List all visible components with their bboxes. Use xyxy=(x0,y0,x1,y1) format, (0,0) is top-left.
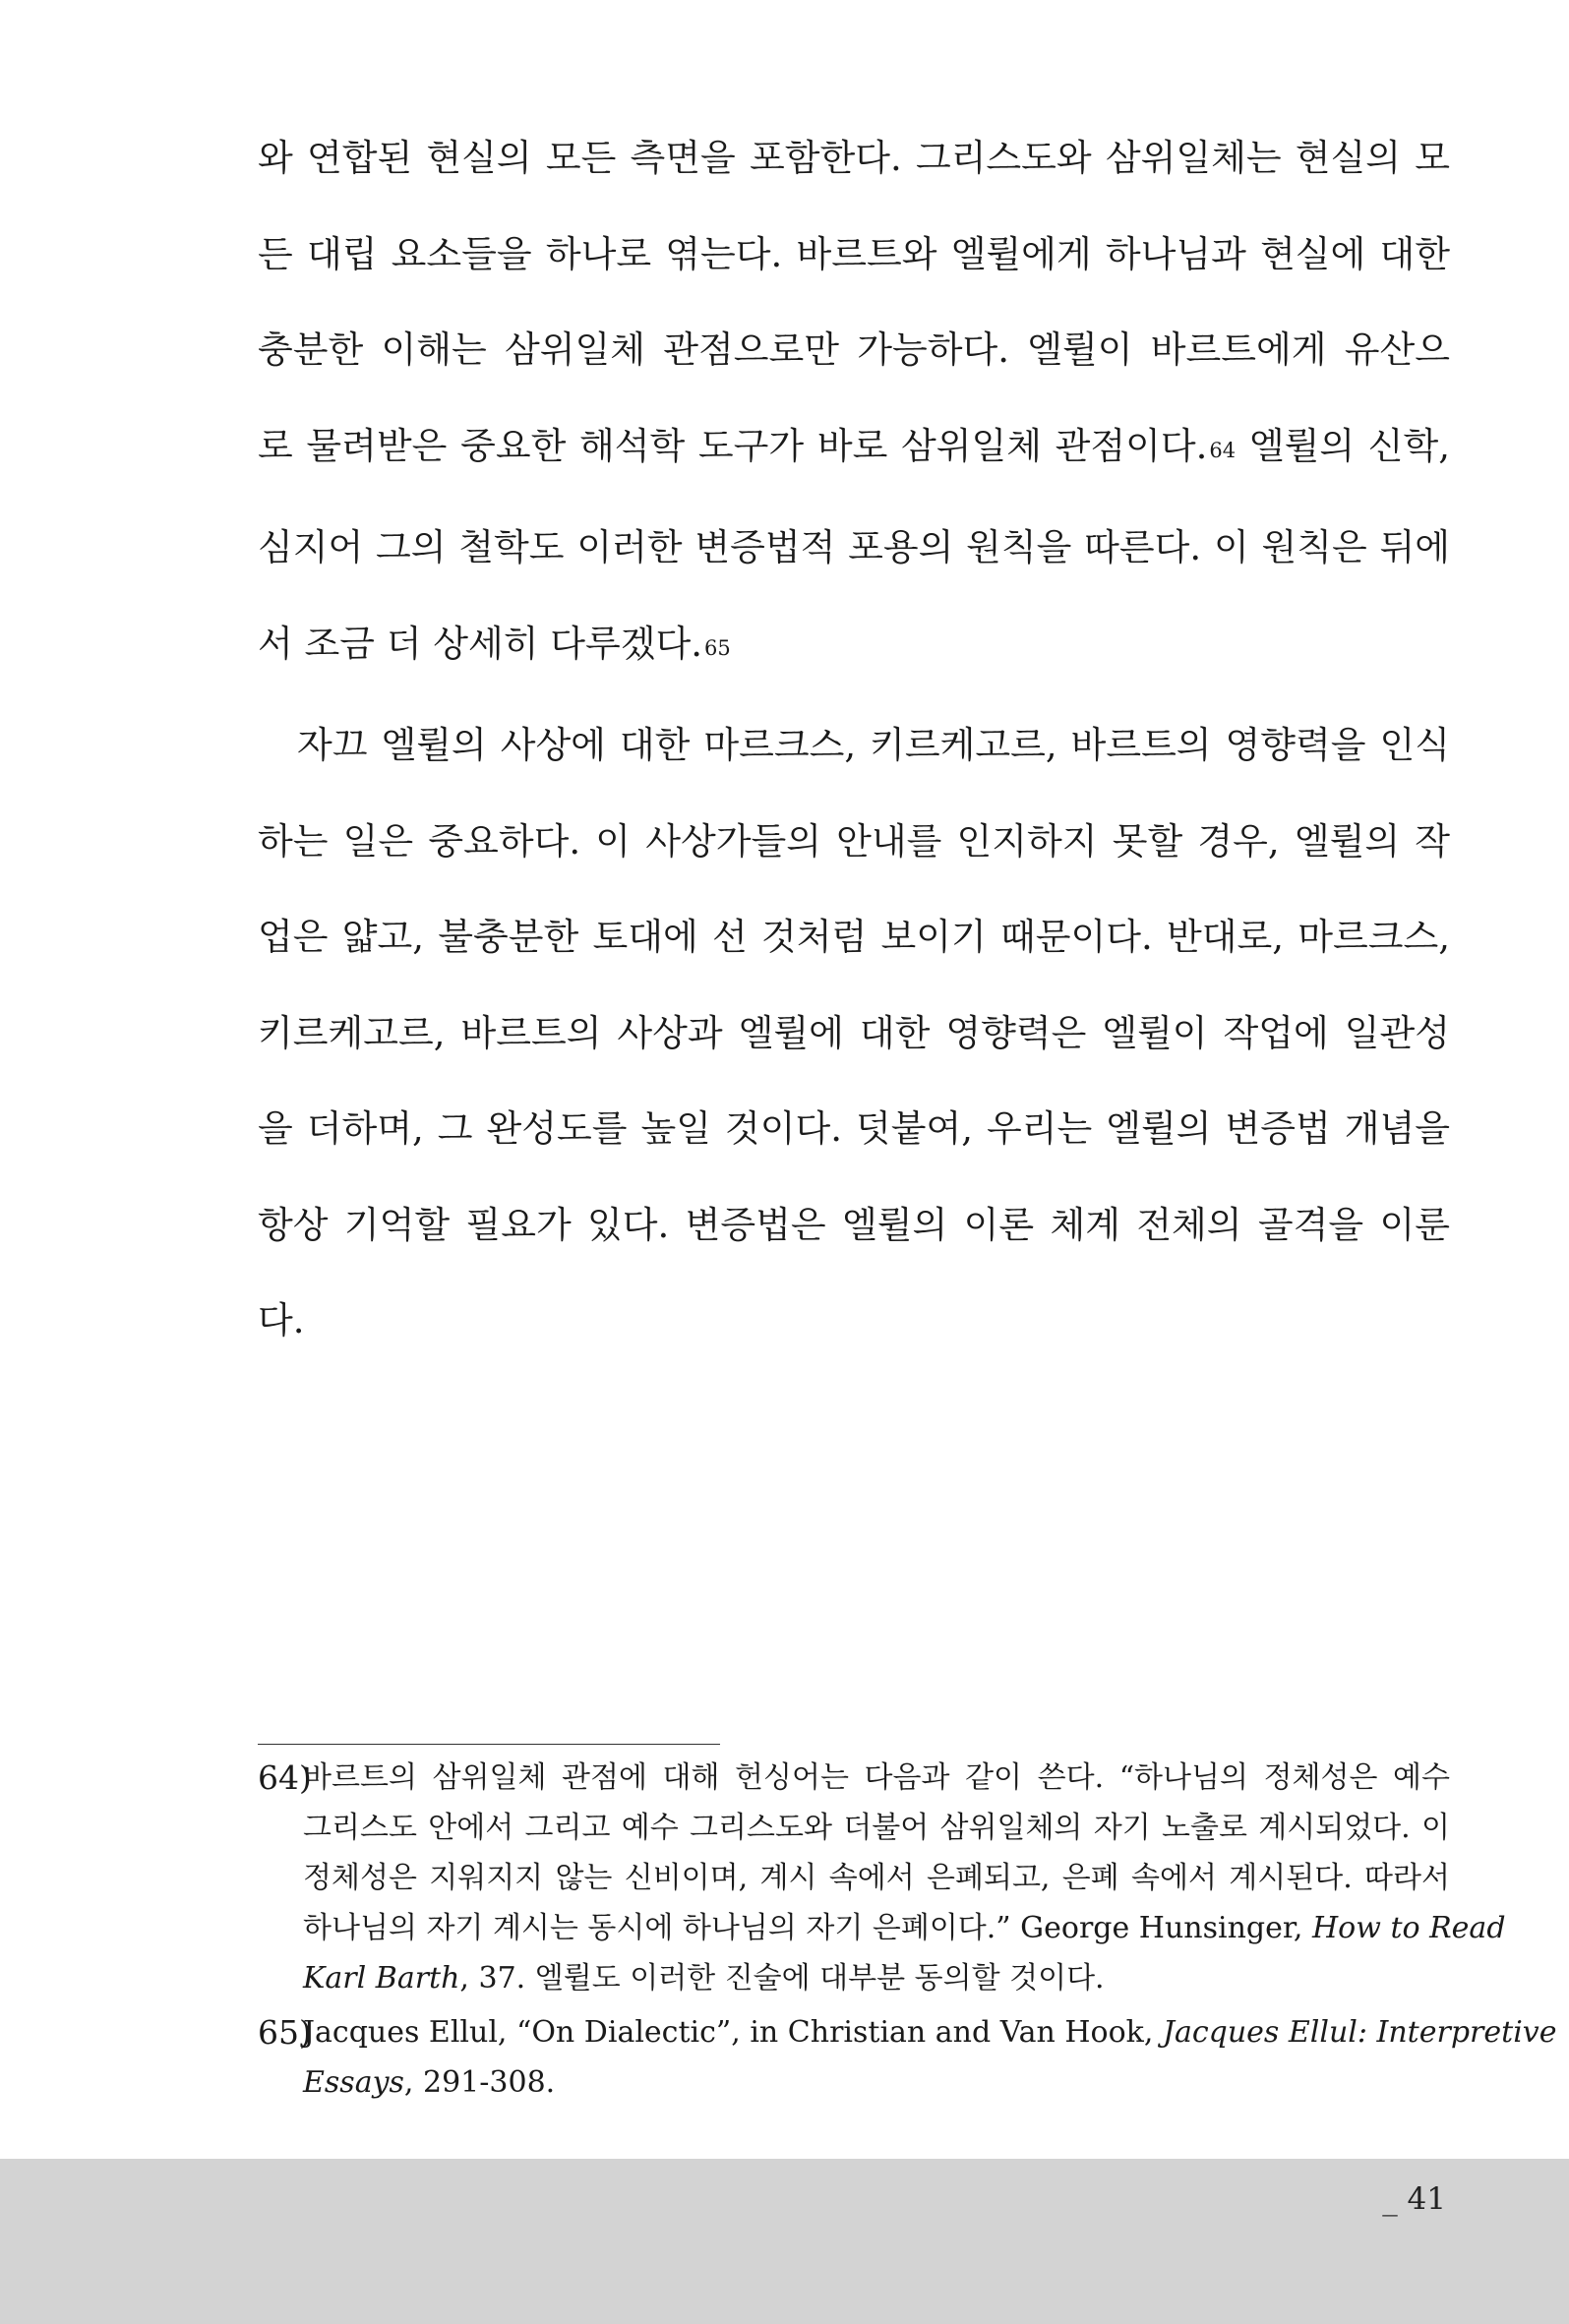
footnote-65 xyxy=(258,2007,1557,2108)
text-line: 심지어 그의 철학도 이러한 변증법적 포용의 원칙을 따른다. 이 원칙은 뒤에 xyxy=(258,526,1450,568)
text-segment: , 291-308. xyxy=(403,2065,556,2100)
text-line: 하는 일은 중요하다. 이 사상가들의 안내를 인지하지 못할 경우, 엘륄의 작 xyxy=(258,819,1450,863)
text-segment: 엘륄의 신학, xyxy=(1248,424,1451,467)
text-segment: 서 조금 더 상세히 다루겠다. xyxy=(258,622,702,665)
footnote-line: 그리스도 안에서 그리고 예수 그리스도와 더불어 삼위일체의 자기 노출로 계시되었다. 이 xyxy=(303,1811,1450,1845)
book-title: Jacques Ellul: Interpretive xyxy=(1162,2015,1557,2050)
footnote-ref-65[interactable]: 65 xyxy=(703,635,731,660)
text-line: 항상 기억할 필요가 있다. 변증법은 엘륄의 이론 체계 전체의 골격을 이룬 xyxy=(258,1203,1450,1246)
text-line-with-footnote xyxy=(258,398,1450,501)
text-line-with-footnote xyxy=(258,596,1450,698)
book-title: How to Read xyxy=(1312,1911,1506,1945)
text-segment: 로 물려받은 중요한 해석학 도구가 바로 삼위일체 관점이다. xyxy=(258,424,1208,467)
book-title: Karl Barth xyxy=(303,1961,460,1996)
paragraph-1 xyxy=(258,110,1450,697)
footnote-line xyxy=(303,1903,1506,1953)
footnote-line xyxy=(303,2007,1557,2057)
footnote-line xyxy=(303,1953,1450,2003)
main-text xyxy=(258,110,1450,1369)
footnote-line: 바르트의 삼위일체 관점에 대해 헌싱어는 다음과 같이 쓴다. “하나님의 정체성은 예수 xyxy=(303,1760,1450,1795)
text-line: 충분한 이해는 삼위일체 관점으로만 가능하다. 엘륄이 바르트에게 유산으 xyxy=(258,328,1450,371)
footnote-line xyxy=(303,2057,1450,2108)
text-line: 다. xyxy=(258,1299,305,1341)
text-line: 와 연합된 현실의 모든 측면을 포함한다. 그리스도와 삼위일체는 현실의 모 xyxy=(258,137,1450,179)
text-segment: , 37. 엘륄도 이러한 진술에 대부분 동의할 것이다. xyxy=(459,1961,1105,1996)
text-segment: 하나님의 자기 계시는 동시에 하나님의 자기 은폐이다.” George Hunsinger, xyxy=(303,1911,1312,1945)
footnote-line: 정체성은 지워지지 않는 신비이며, 계시 속에서 은폐되고, 은폐 속에서 계시된다. 따라서 xyxy=(303,1861,1450,1895)
text-line: 키르케고르, 바르트의 사상과 엘륄에 대한 영향력은 엘륄이 작업에 일관성 xyxy=(258,1011,1450,1054)
paragraph-2 xyxy=(258,697,1450,1369)
text-line: 업은 얇고, 불충분한 토대에 선 것처럼 보이기 때문이다. 반대로, 마르크스, xyxy=(258,916,1450,958)
text-line: 든 대립 요소들을 하나로 엮는다. 바르트와 엘륄에게 하나님과 현실에 대한 xyxy=(258,232,1450,275)
text-line: 자끄 엘륄의 사상에 대한 마르크스, 키르케고르, 바르트의 영향력을 인식 xyxy=(297,724,1450,766)
footnote-64 xyxy=(258,1753,1506,2003)
page-footer xyxy=(0,2159,1569,2324)
footnote-number: 64) xyxy=(258,1758,312,1797)
text-segment: Jacques Ellul, “On Dialectic”, in Christian and Van Hook, xyxy=(303,2015,1163,2050)
text-line: 을 더하며, 그 완성도를 높일 것이다. 덧붙여, 우리는 엘륄의 변증법 개념을 xyxy=(258,1107,1450,1150)
page-number: _ 41 xyxy=(1382,2181,1446,2217)
footnote-divider xyxy=(258,1744,720,1745)
footnote-number: 65) xyxy=(258,2013,312,2052)
footnote-ref-64[interactable]: 64 xyxy=(1209,438,1237,462)
footnotes xyxy=(258,1753,1557,2112)
book-title: Essays xyxy=(303,2065,404,2100)
